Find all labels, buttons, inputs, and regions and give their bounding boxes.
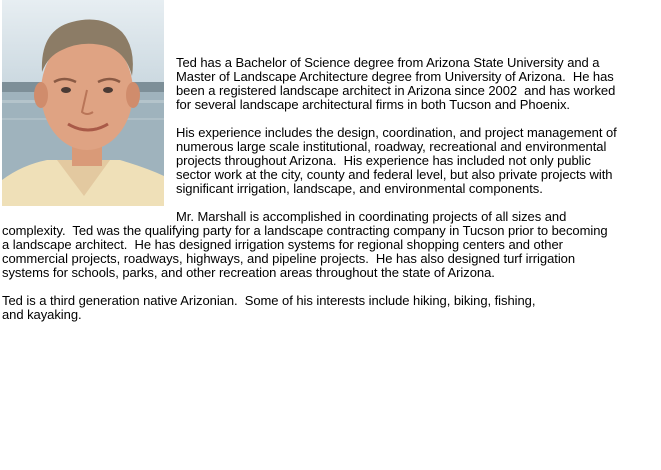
bio-p1-line-3: been a registered landscape architect in Arizona since 2002 and has worked [176, 83, 616, 98]
bio-p4-line-1: Ted is a third generation native Arizonian. Some of his interests include hiking, biking, fishing, [2, 293, 536, 308]
bio-p3-line-5: systems for schools, parks, and other recreation areas throughout the state of Arizona. [2, 265, 495, 280]
bio-p1-line-2: Master of Landscape Architecture degree from University of Arizona. He has [176, 69, 614, 84]
bio-p3-line-2: complexity. Ted was the qualifying party for a landscape contracting company in Tucson prior to becoming [2, 223, 608, 238]
bio-p1-line-1: Ted has a Bachelor of Science degree from Arizona State University and a [176, 55, 600, 70]
bio-p3-line-1: Mr. Marshall is accomplished in coordinating projects of all sizes and [176, 209, 567, 224]
portrait-photo [2, 0, 164, 206]
bio-p2-line-4: sector work at the city, county and federal level, but also private projects with [176, 167, 613, 182]
bio-p4-line-2: and kayaking. [2, 307, 82, 322]
bio-p2-line-1: His experience includes the design, coordination, and project management of [176, 125, 617, 140]
bio-p2-line-5: significant irrigation, landscape, and environmental components. [176, 181, 543, 196]
portrait-illustration [2, 0, 164, 206]
bio-p3-line-4: commercial projects, roadways, highways, and pipeline projects. He has also designed turf irrigation [2, 251, 576, 266]
bio-p2-line-2: numerous large scale institutional, roadway, recreational and environmental [176, 139, 607, 154]
bio-p1-line-4: for several landscape architectural firms in both Tucson and Phoenix. [176, 97, 570, 112]
bio-p2-line-3: projects throughout Arizona. His experience has included not only public [176, 153, 591, 168]
bio-p3-line-3: a landscape architect. He has designed irrigation systems for regional shopping centers and other [2, 237, 563, 252]
